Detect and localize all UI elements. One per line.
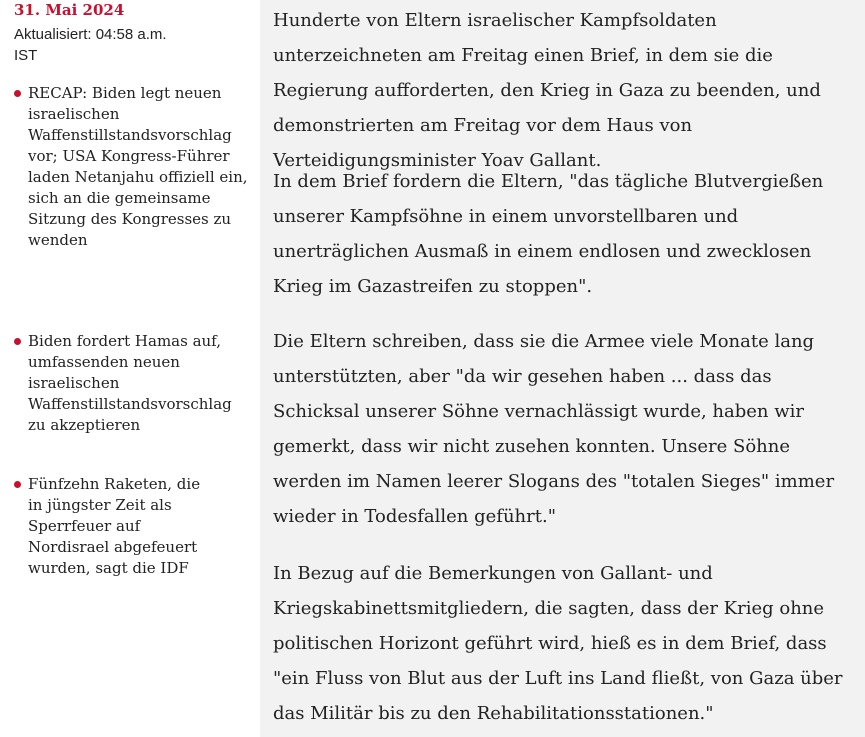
headline-item[interactable] bbox=[14, 474, 254, 579]
bullet-dot-icon bbox=[14, 481, 21, 488]
last-updated-timezone: IST bbox=[14, 47, 38, 64]
live-updates-sidebar bbox=[0, 0, 260, 737]
headline-link[interactable]: Fünfzehn Raketen, die in jüngster Zeit als Sperrfeuer auf Nordisrael abgefeuert wurden, sagt die IDF bbox=[28, 475, 201, 577]
article-paragraph: Hunderte von Eltern israelischer Kampfsoldaten unterzeichneten am Freitag einen Brief, in dem sie die Regierung aufforderten, den Krieg in Gaza zu beenden, und demonstrierten am Freitag vor dem Haus von Verteidigungsminister Yoav Gallant. bbox=[273, 10, 821, 171]
last-updated-timestamp: Aktualisiert: 04:58 a.m. bbox=[14, 26, 167, 43]
last-updated bbox=[14, 24, 214, 66]
bullet-dot-icon bbox=[14, 90, 21, 97]
live-blog-date: 31. Mai 2024 bbox=[14, 1, 125, 19]
headline-link[interactable]: Biden fordert Hamas auf, umfassenden neuen israelischen Waffenstillstandsvorschlag zu akzeptieren bbox=[28, 332, 232, 434]
headline-item[interactable] bbox=[14, 331, 254, 436]
headline-item[interactable] bbox=[14, 83, 254, 251]
bullet-dot-icon bbox=[14, 338, 21, 345]
article-paragraph: In Bezug auf die Bemerkungen von Gallant- und Kriegskabinettsmitgliedern, die sagten, dass der Krieg ohne politischen Horizont geführt wird, hieß es in dem Brief, dass "ein Fluss von Blut aus der Luft ins Land fließt, von Gaza über das Militär bis zu den Rehabilitationsstationen." bbox=[273, 563, 843, 724]
article-paragraph: Die Eltern schreiben, dass sie die Armee viele Monate lang unterstützten, aber "da wir gesehen haben ... dass das Schicksal unserer Söhne vernachlässigt wurde, haben wir gemerkt, dass wir nicht zusehen konnten. Unsere Söhne werden im Namen leerer Slogans des "totalen Sieges" immer wieder in Todesfallen geführt." bbox=[273, 331, 835, 527]
article-body bbox=[260, 0, 865, 737]
headline-link[interactable]: RECAP: Biden legt neuen israelischen Waffenstillstandsvorschlag vor; USA Kongress-Führer laden Netanjahu offiziell ein, sich an die gemeinsame Sitzung des Kongresses zu wenden bbox=[28, 84, 248, 249]
article-paragraph: In dem Brief fordern die Eltern, "das tägliche Blutvergießen unserer Kampfsöhne in einem unvorstellbaren und unerträglichen Ausmaß in einem endlosen und zwecklosen Krieg im Gazastreifen zu stoppen". bbox=[273, 171, 824, 297]
